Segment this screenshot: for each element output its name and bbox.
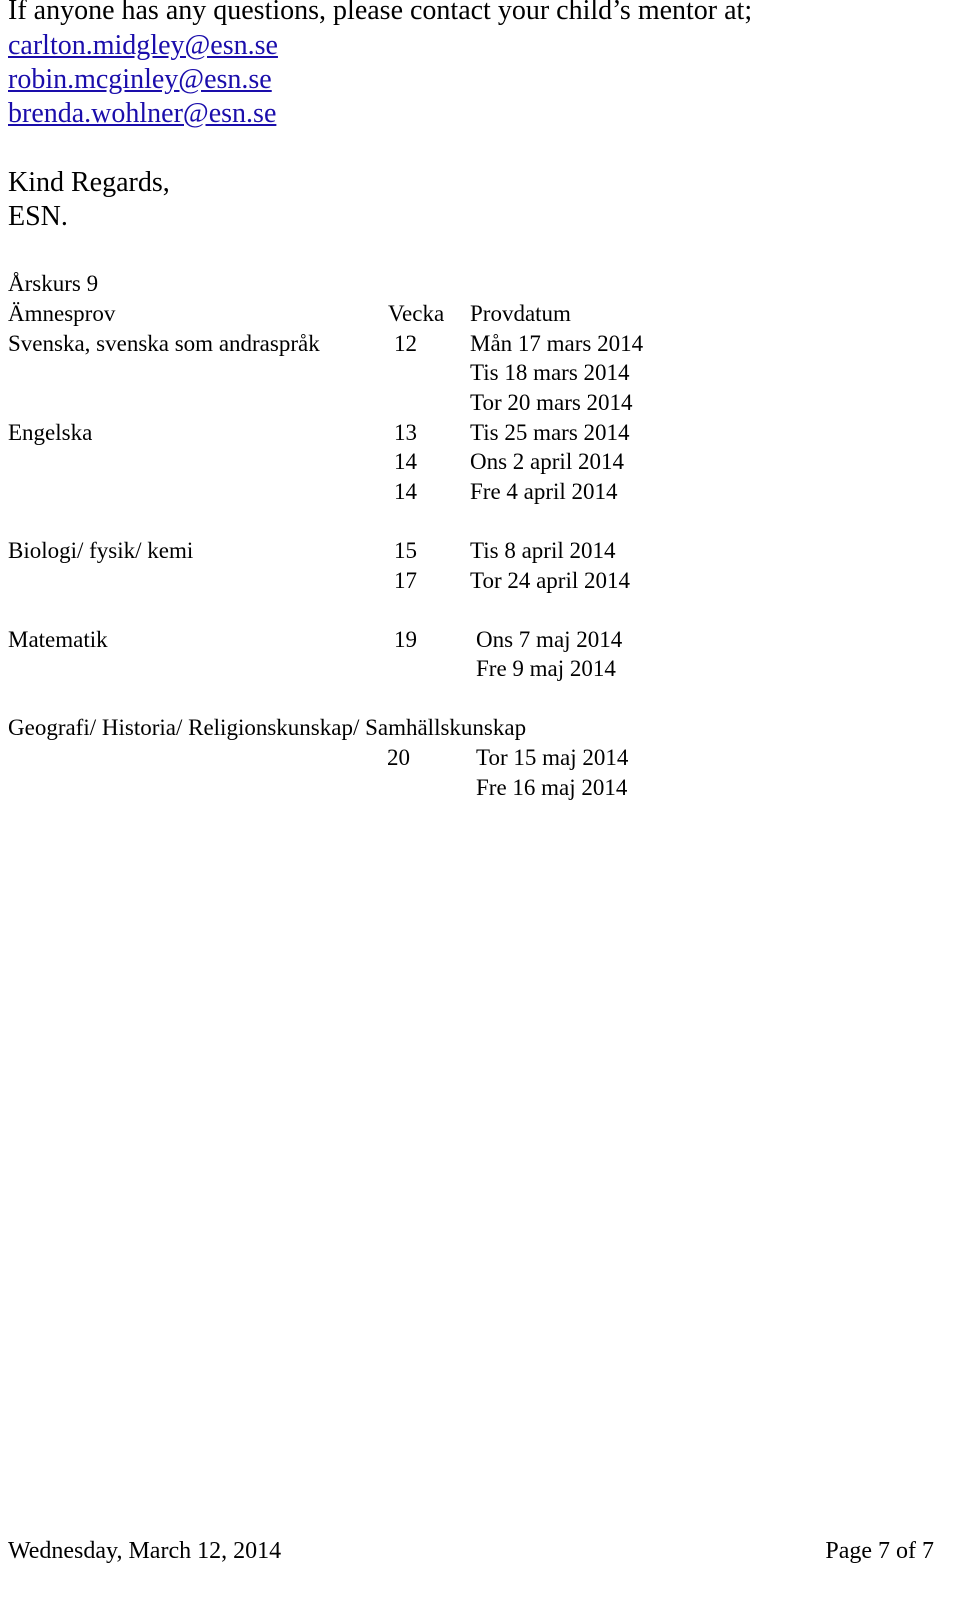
closing-regards: Kind Regards, (8, 167, 170, 198)
row-week: 14 (394, 479, 417, 504)
row-subject-matematik: Matematik (8, 627, 108, 652)
row-date: Tor 24 april 2014 (470, 568, 631, 593)
row-week: 14 (394, 449, 417, 474)
footer-page-number: Page 7 of 7 (825, 1538, 934, 1564)
row-subject-so: Geografi/ Historia/ Religionskunskap/ Samhällskunskap (8, 715, 527, 740)
closing-signature: ESN. (8, 201, 68, 232)
email-link-robin[interactable]: robin.mcginley@esn.se (8, 64, 272, 95)
row-subject-engelska: Engelska (8, 420, 93, 445)
row-week: 12 (394, 331, 417, 356)
row-subject-svenska: Svenska, svenska som andraspråk (8, 331, 320, 356)
row-week: 20 (387, 745, 410, 770)
email-link-brenda[interactable]: brenda.wohlner@esn.se (8, 98, 277, 129)
row-date: Tor 20 mars 2014 (470, 390, 633, 415)
email-link-carlton[interactable]: carlton.midgley@esn.se (8, 30, 278, 61)
row-date: Ons 2 april 2014 (470, 449, 624, 474)
footer-date: Wednesday, March 12, 2014 (8, 1538, 282, 1564)
row-date: Fre 4 april 2014 (470, 479, 618, 504)
row-date: Tis 25 mars 2014 (470, 420, 630, 445)
schedule-title: Årskurs 9 (8, 271, 99, 296)
row-date: Tor 15 maj 2014 (476, 745, 629, 770)
row-date: Tis 8 april 2014 (470, 538, 616, 563)
row-week: 17 (394, 568, 417, 593)
header-subject: Ämnesprov (8, 301, 116, 326)
header-date: Provdatum (470, 301, 571, 326)
row-date: Ons 7 maj 2014 (476, 627, 623, 652)
row-week: 13 (394, 420, 417, 445)
contact-intro: If anyone has any questions, please contact your child’s mentor at; (8, 0, 753, 26)
row-week: 19 (394, 627, 417, 652)
row-subject-biologi: Biologi/ fysik/ kemi (8, 538, 194, 563)
row-week: 15 (394, 538, 417, 563)
header-week: Vecka (388, 301, 445, 326)
row-date: Fre 9 maj 2014 (476, 656, 616, 681)
row-date: Fre 16 maj 2014 (476, 775, 628, 800)
row-date: Tis 18 mars 2014 (470, 360, 630, 385)
row-date: Mån 17 mars 2014 (470, 331, 644, 356)
